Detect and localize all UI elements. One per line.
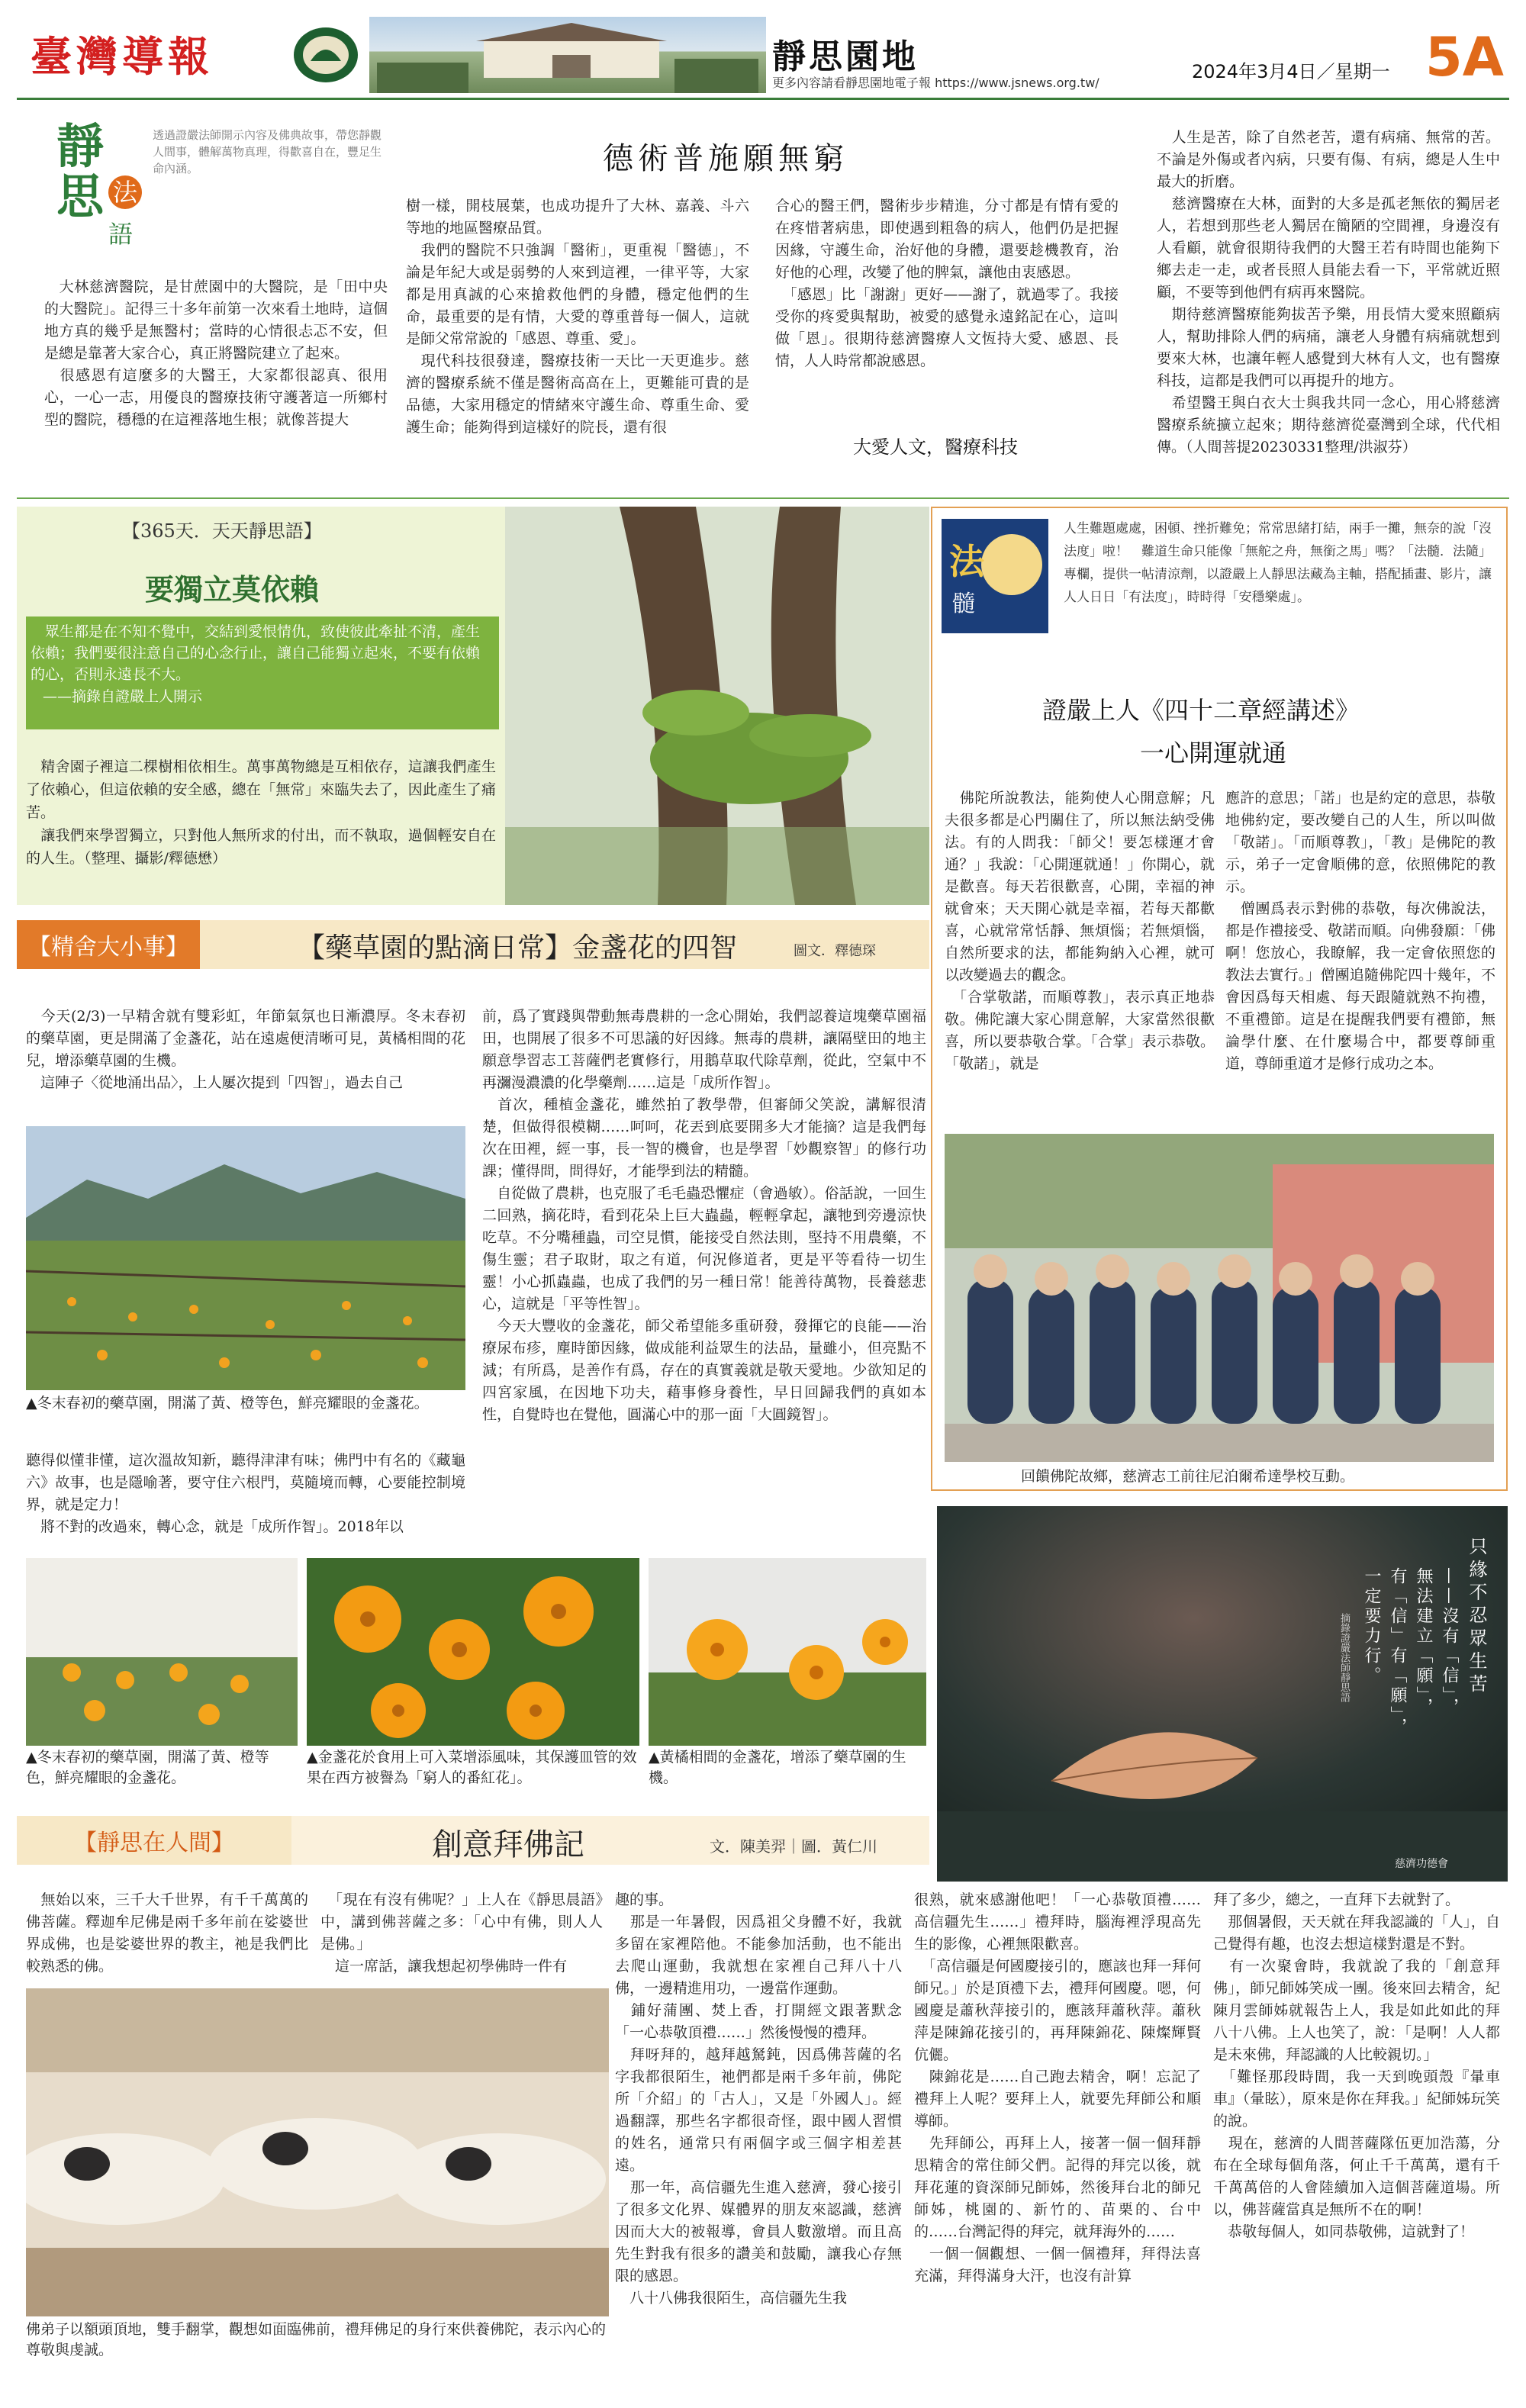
flower-caption-2: ▲金盞花於食用上可入菜增添風味，其保護皿管的效果在西方被譽為「窮人的番紅花」。 bbox=[307, 1749, 637, 1786]
mirror-title-2: 一心開運就通 bbox=[1140, 739, 1287, 768]
dharma-byline: 大愛人文，醫療科技 bbox=[853, 436, 1018, 458]
mirror-logo bbox=[942, 519, 1048, 633]
mirror-col-2: 應許的意思；「諾」也是約定的意思，恭敬地佛約定，要改變自己的人生，所以叫做「敬諾」。「而順尊教」，「教」是佛陀的教示，弟子一定會順佛的意，依照佛陀的教示。 僧團爲表示對佛的恭敬，每次佛說法，都是作禮接受、敬諾而順。向佛發願：「佛啊！您放心，我瞭解，我一定會依照您的教法去實行。」僧團追隨佛陀四十幾年，不會因爲每天相處、每天跟隨就熟不拘禮，不重禮節。這是在提醒我們要有禮節，無論學什麼、在什麼場合中，都要尊師重道，尊師重道才是修行成功之本。 bbox=[1225, 790, 1495, 1072]
logo-char: 髓 bbox=[952, 591, 975, 617]
flower-photo-2 bbox=[307, 1558, 639, 1746]
bowing-col-5: 拜了多少，總之，一直拜下去就對了。 那個暑假，天天就在拜我認識的「人」，自己覺得有趣，也沒去想這樣對還是不對。 有一次聚會時，我就說了我的「創意拜佛」，師兄師姊笑成一團。後來回去精舍，紀陳月雲師姊就報告上人，我是如此如此的拜八十八佛。上人也笑了，說：「是啊！人人都是未來佛，拜認識的人比較親切。」 「難怪那段時間，我一天到晚頭殼『暈車車』（暈眩），原來是你在拜我。」紀師姊玩笑的說。 現在，慈濟的人間菩薩隊伍更加浩蕩，分布在全球每個角落，何止千千萬萬，還有千千萬萬倍的人會陸續加入這個菩薩道場。所以，佛菩薩當真是無所不在的啊！ 恭敬每個人，如同恭敬佛，這就對了！ bbox=[1213, 1891, 1500, 2240]
aphorism-quote: 眾生都是在不知不覺中，交結到愛恨情仇，致使彼此牽扯不清，產生依賴；我們要很注意自己的心念行止，讓自己能獨立起來，不要有依賴的心，否則永遠長不大。 bbox=[31, 623, 481, 683]
bowing-col-4: 很熟，就來感謝他吧！「一心恭敬頂禮……高信疆先生……」禮拜時，腦海裡浮現高先生的影像，心裡無限歡喜。 「高信疆是何國慶接引的，應該也拜一拜何師兄。」於是頂禮下去，禮拜何國慶。嗯，何國慶是蕭秋萍接引的，應該拜蕭秋萍。蕭秋萍是陳錦花接引的，再拜陳錦花、陳燦輝賢伉儷。 陳錦花是……自己跑去精舍，啊！忘記了禮拜上人呢？要拜上人，就要先拜師公和順導師。 先拜師公，再拜上人，接著一個一個拜靜思精舍的常住師父們。記得的拜完以後，就拜花蓮的資深師兄師姊，然後拜台北的師兄師姊，桃園的、新竹的、苗栗的、台中的……台灣記得的拜完，就拜海外的…… 一個一個觀想、一個一個禮拜，拜得法喜充滿，拜得滿身大汗，也沒有計算 bbox=[914, 1891, 1201, 2284]
poster-signature: 慈濟功德會 bbox=[1395, 1858, 1448, 1870]
mirror-photo-caption: 回饋佛陀故鄉，慈濟志工前往尼泊爾希達學校互動。 bbox=[1021, 1468, 1355, 1485]
abode-photo bbox=[369, 17, 766, 93]
dharma-logo bbox=[44, 108, 143, 261]
dharma-col-1: 大林慈濟醫院，是甘蔗園中的大醫院，是「田中央的大醫院」。記得三十多年前第一次來看土地時，這個地方真的幾乎是無醫村；當時的心情很忐忑不安，但是總是靠著大家合心，真正將醫院建立了起來。 很感恩有這麼多的大醫王，大家都很認真、很用心，一心一志，用優良的醫療技術守護著這一所鄉村型的醫院，穩穩的在這裡落地生根；就像菩提大 bbox=[44, 278, 388, 428]
nepal-school-photo bbox=[945, 1134, 1494, 1462]
bowing-col-3: 趣的事。 那是一年暑假，因爲祖父身體不好，我就多留在家裡陪他。不能參加活動，也不能出去爬山運動，我就想在家裡自己拜八十八佛，一邊精進用功，一邊當作運動。 鋪好蒲團、焚上香，打開經文跟著默念「一心恭敬頂禮……」然後慢慢的禮拜。 拜呀拜的，越拜越駑鈍，因爲佛菩薩的名字我都很陌生，祂們都是兩千多年前，佛陀所「介紹」的「古人」，又是「外國人」。經過翻譯，那些名字都很奇怪，跟中國人習慣的姓名，通常只有兩個字或三個字相差甚遠。 那一年，高信疆先生進入慈濟，發心接引了很多文化界、媒體界的朋友來認識，慈濟因而大大的被報導，會員人數激增。而且高先生對我有很多的讚美和鼓勵，讓我心存無限的感恩。 八十八佛我很陌生，高信疆先生我 bbox=[615, 1891, 902, 2307]
flower-caption-3: ▲黃橘相間的金盞花，增添了藥草園的生機。 bbox=[649, 1749, 906, 1786]
herb-garden-photo bbox=[26, 1126, 465, 1390]
tzuchi-logo-icon bbox=[291, 24, 360, 85]
poster-source: 摘錄證嚴法師靜思語 bbox=[1338, 1613, 1350, 1702]
dharma-col-2: 樹一樣，開枝展葉，也成功提升了大林、嘉義、斗六等地的地區醫療品質。 我們的醫院不只強調「醫術」，更重視「醫德」，不論是年紀大或是弱勢的人來到這裡，一律平等，大家都是用真誠的心來搶救他們的身體，穩定他們的生命，最重要的是有情，大愛的尊重普每一個人，這就是師父常常說的「感恩、尊重、愛」。 現代科技很發達，醫療技術一天比一天更進步。慈濟的醫療系統不僅是醫術高高在上，更難能可貴的是品德，大家用穩定的情緒來守護生命、尊重生命、愛護生命；能夠得到這樣好的院長，還有很 bbox=[406, 198, 749, 436]
aphorism-quote-src: ——摘錄自證嚴上人開示 bbox=[43, 688, 203, 705]
bowing-photo-caption: 佛弟子以額頭頂地，雙手翻掌，觀想如面臨佛前，禮拜佛足的身行來供養佛陀，表示內心的尊敬與虔誠。 bbox=[26, 2321, 607, 2358]
issue-date: 2024年3月4日／星期一 bbox=[1192, 61, 1390, 82]
aphorism-body: 精舍園子裡這二棵樹相依相生。萬事萬物總是互相依存，這讓我們產生了依賴心，但這依賴的安全感，總在「無常」來臨失去了，因此產生了痛苦。 讓我們來學習獨立，只對他人無所求的付出，而不執取，過個輕安自在的人生。（整理、攝影/釋德懋） bbox=[26, 758, 496, 867]
poster-line-2: ——沒有「信」， bbox=[1440, 1567, 1459, 1717]
calendula-title: 【藥草園的點滴日常】金盞花的四智 bbox=[298, 932, 738, 964]
header-rule bbox=[17, 98, 1509, 100]
herb-garden-caption: ▲冬末春初的藥草園，開滿了黃、橙等色，鮮亮耀眼的金盞花。 bbox=[26, 1395, 429, 1412]
dharma-intro: 透過證嚴法師開示內容及佛典故事，帶您靜觀人間事，體解萬物真理，得歡喜自在，豐足生命內涵。 bbox=[153, 128, 382, 175]
dharma-title: 德術普施願無窮 bbox=[603, 141, 848, 176]
dharma-col-3: 合心的醫王們，醫術步步精進，分寸都是有情有愛的在疼惜著病患，即使遇到粗魯的病人，他們仍是把握因緣，守護生命，治好他的身體，還要趁機教育，治好他的心理，改變了他的脾氣，讓他由衷感恩。 「感恩」比「謝謝」更好——謝了，就過零了。我接受你的疼愛與幫助，被愛的感覺永遠銘記在心，這叫做「恩」。很期待慈濟醫療人文恆持大愛、感恩、長情，人人時常都說感恩。 bbox=[775, 198, 1119, 369]
calendula-col-2: 前，爲了實踐與帶動無毒農耕的一念心開始，我們認養這塊藥草園福田，也開展了很多不可思議的好因緣。無毒的農耕，讓隔壁田的地主願意學習志工菩薩們老實修行，用鵝草取代除草劑，從此，空氣中不再瀰漫濃濃的化學藥劑……這是「成所作智」。 首次，種植金盞花，雖然拍了教學帶，但審師父笑說，講解很清楚，但做得很模糊……呵呵，花丟到底要開多大才能摘？這是我們每次在田裡，經一事，長一智的機會，也是學習「妙觀察智」的修行功課；懂得問，問得好，才能學到法的精髓。 自從做了農耕，也克服了毛毛蟲恐懼症（會過敏）。俗話說，一回生二回熟，摘花時，看到花朵上巨大蟲蟲，輕輕拿起，讓牠到旁邊涼快吃草。不分嘴種蟲，司空見慣，能接受自然法則，堅持不用農藥，不傷生靈；君子取財，取之有道，何況修道者，更是平等看待一切生靈！小心抓蟲蟲，也成了我們的另一種日常！能善待萬物，長養慈悲心，這就是「平等性智」。 今天大豐收的金盞花，師父希望能多重研發，發揮它的良能——治療尿布疹，塵時節因緣，做成能利益眾生的法品，量雖小，但亮點不減；有所爲，是善作有爲，存在的真實義就是敬天愛地。少欲知足的四宮家風，在因地下功夫，藉事修身養性，早日回歸我們的真如本性，自覺時也在覺他，圓滿心中的那一面「大圓鏡智」。 bbox=[482, 1008, 926, 1423]
poster-line-4: 有「信」有「願」， bbox=[1388, 1567, 1407, 1737]
calendula-byline: 圖文．釋德琛 bbox=[794, 943, 876, 959]
bowing-byline: 文．陳美羿｜圖．黃仁川 bbox=[710, 1837, 877, 1856]
logo-char: 思 bbox=[56, 169, 105, 224]
subtitle: 更多內容請看靜思園地電子報 https://www.jsnews.org.tw/ bbox=[772, 76, 1099, 90]
bowing-col-2: 「現在有沒有佛呢？」上人在《靜思晨語》中，講到佛菩薩之多：「心中有佛，則人人是佛。」 這一席話，讓我想起初學佛時一件有 bbox=[320, 1891, 603, 1975]
logo-char: 法 bbox=[108, 175, 142, 209]
logo-char: 法 bbox=[949, 541, 984, 582]
divider bbox=[17, 497, 1509, 499]
calendula-col-1a: 今天(2/3)一早精舍就有雙彩虹，年節氣氛也日漸濃厚。冬末春初的藥草園，更是開滿了金盞花，站在遠處便清晰可見，黃橘相間的花兒，增添藥草園的生機。 這陣子〈從地涌出品〉，上人屢次提到「四智」，過去自己 bbox=[26, 1008, 465, 1091]
paper-name: 臺灣導報 bbox=[31, 32, 214, 81]
flower-photo-1 bbox=[26, 1558, 298, 1746]
section-title: 靜思園地 bbox=[772, 37, 919, 76]
aphorism-tag: 【365天．天天靜思語】 bbox=[122, 520, 322, 542]
poster-line-3: 無法建立「願」， bbox=[1414, 1567, 1433, 1717]
poster-line-1: 只緣不忍眾生苦 bbox=[1466, 1537, 1487, 1697]
calendula-col-1b: 聽得似懂非懂，這次溫故知新，聽得津津有味；佛門中有名的《藏龜六》故事，也是隱喻著，要守住六根門，莫隨境而轉，心要能控制境界，就是定力！ 將不對的改過來，轉心念，就是「成所作智」。2018年以 bbox=[26, 1452, 465, 1535]
bowing-photo bbox=[26, 1988, 609, 2316]
masthead bbox=[17, 14, 1509, 96]
bowing-col-1: 無始以來，三千大千世界，有千千萬萬的佛菩薩。釋迦牟尼佛是兩千多年前在娑婆世界成佛，也是娑婆世界的教主，祂是我們比較熟悉的佛。 bbox=[26, 1891, 308, 1975]
bowing-title: 創意拜佛記 bbox=[432, 1827, 584, 1862]
mirror-title-1: 證嚴上人《四十二章經講述》 bbox=[1042, 696, 1360, 725]
mirror-col-1: 佛陀所說教法，能夠使人心開意解；凡夫很多都是心門關住了，所以無法納受佛法。有的人問我：「師父！要怎樣運才會通？」我說：「心開運就通！」你開心，就是歡喜。每天若很歡喜，心開，幸福的神就會來；天天開心就是幸福，若每天都歡喜，心就常常恬靜、無煩惱；若無煩惱，自然所要求的法，都能夠納入心裡，就可以改變過去的觀念。 「合掌敬諾，而順尊教」，表示真正地恭敬。佛陀讓大家心開意解，大家當然很歡喜，所以要恭敬合掌。「合掌」表示恭敬。「敬諾」，就是 bbox=[945, 790, 1215, 1072]
page-number: 5A bbox=[1425, 26, 1504, 89]
flower-photo-3 bbox=[649, 1558, 926, 1746]
tree-fern-photo bbox=[505, 507, 929, 905]
logo-char: 語 bbox=[108, 220, 134, 249]
logo-char: 靜 bbox=[56, 118, 105, 174]
calendula-tag: 【精舍大小事】 bbox=[17, 920, 200, 969]
aphorism-title: 要獨立莫依賴 bbox=[145, 572, 320, 607]
dharma-col-4: 人生是苦，除了自然老苦，還有病痛、無常的苦。不論是外傷或者內病，只要有傷、有病，總是人生中最大的折磨。 慈濟醫療在大林，面對的大多是孤老無依的獨居老人，若想到那些老人獨居在簡陋的空間裡，身邊沒有人看顧，就會很期待我們的大醫王若有時間也能夠下鄉去走一走，或者長照人員能去看一下，平常就近照顧，不要等到他們有病再來醫院。 期待慈濟醫療能夠拔苦予樂，用長情大愛來照顧病人，幫助排除人們的病痛，讓老人身體有病痛就想到要來大林，也讓年輕人感覺到大林有人文，也有醫療科技，這都是我們可以再提升的地方。 希望醫王與白衣大士與我共同一念心，用心將慈濟醫療系統擴立起來；期待慈濟從臺灣到全球，代代相傳。（人間菩提20230331整理/洪淑芬） bbox=[1157, 129, 1500, 456]
mirror-intro: 人生難題處處，困頓、挫折難免；常常思緒打結，兩手一攤，無奈的說「沒法度」啦！ 難道生命只能像「無舵之舟，無銜之馬」嗎？「法髓．法隨」專欄，提供一帖清涼劑，以證嚴上人靜思法藏為主軸，搭配插畫、影片，讓人人日日「有法度」，時時得「安穩樂處」。 bbox=[1064, 521, 1492, 605]
leaf-poster bbox=[937, 1506, 1508, 1882]
bowing-tag: 【靜思在人間】 bbox=[17, 1816, 291, 1865]
poster-line-5: 一定要力行。 bbox=[1362, 1567, 1381, 1686]
flower-caption-1: ▲冬末春初的藥草園，開滿了黃、橙等色，鮮亮耀眼的金盞花。 bbox=[26, 1749, 269, 1786]
